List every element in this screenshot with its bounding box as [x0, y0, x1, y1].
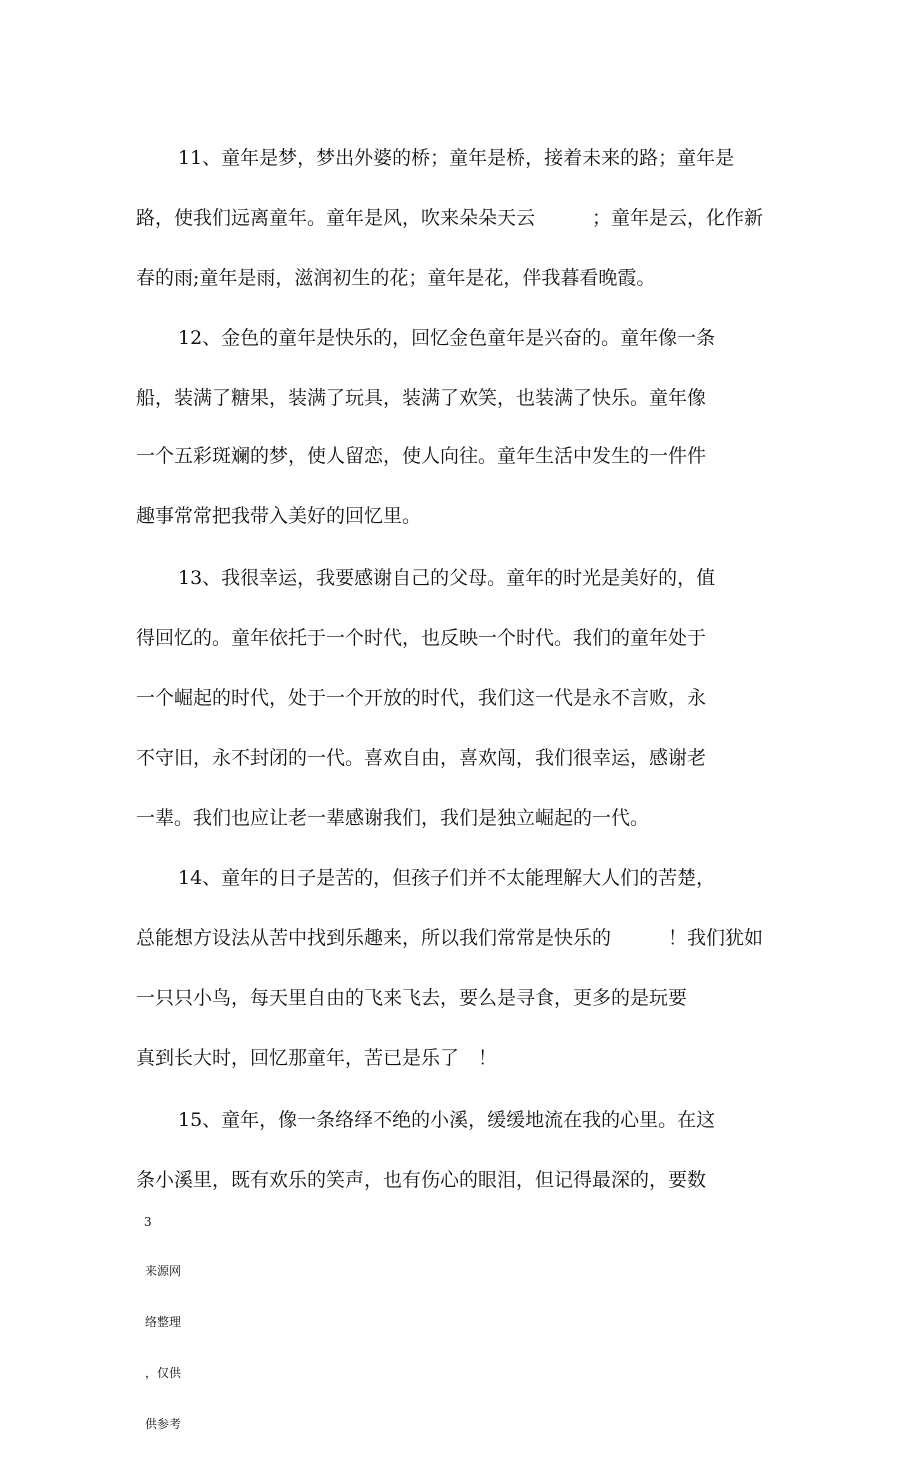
text-line: 一个五彩斑斓的梦，使人留恋，使人向往。童年生活中发生的一件件	[136, 445, 707, 467]
source-note-line: 来源网	[145, 1264, 182, 1278]
text-line: 春的雨;童年是雨，滋润初生的花；童年是花，伴我暮看晚霞。	[136, 267, 656, 289]
source-note	[145, 1229, 181, 1467]
text-line: 总能想方设法从苦中找到乐趣来，所以我们常常是快乐的 ！我们犹如	[136, 927, 764, 949]
text-line: 条小溪里，既有欢乐的笑声，也有伤心的眼泪，但记得最深的，要数	[136, 1169, 707, 1191]
text-line: 真到长大时，回忆那童年，苦已是乐了 ！	[136, 1047, 498, 1069]
text-line: 11、童年是梦，梦出外婆的桥；童年是桥，接着未来的路；童年是	[178, 147, 735, 169]
text-line: 13、我很幸运，我要感谢自己的父母。童年的时光是美好的，值	[178, 567, 716, 589]
text-line: 一只只小鸟，每天里自由的飞来飞去，要么是寻食，更多的是玩要	[136, 987, 688, 1009]
text-line: 路，使我们远离童年。童年是风，吹来朵朵天云 ；童年是云，化作新	[136, 207, 764, 229]
text-line: 一辈。我们也应让老一辈感谢我们，我们是独立崛起的一代。	[136, 807, 650, 829]
text-line: 15、童年，像一条络绎不绝的小溪，缓缓地流在我的心里。在这	[178, 1109, 716, 1131]
source-note-line: ，仅供	[145, 1366, 182, 1380]
source-note-line: 供参考	[145, 1417, 182, 1431]
page-number: 3	[144, 1215, 152, 1229]
text-line: 14、童年的日子是苦的，但孩子们并不太能理解大人们的苦楚，	[178, 867, 716, 889]
text-line: 船，装满了糖果，装满了玩具，装满了欢笑，也装满了快乐。童年像	[136, 387, 707, 409]
text-line: 得回忆的。童年依托于一个时代，也反映一个时代。我们的童年处于	[136, 627, 707, 649]
text-line: 一个崛起的时代，处于一个开放的时代，我们这一代是永不言败，永	[136, 687, 707, 709]
text-line: 不守旧，永不封闭的一代。喜欢自由，喜欢闯，我们很幸运，感谢老	[136, 747, 707, 769]
text-line: 趣事常常把我带入美好的回忆里。	[136, 505, 422, 527]
source-note-line: 络整理	[145, 1315, 182, 1329]
text-line: 12、金色的童年是快乐的，回忆金色童年是兴奋的。童年像一条	[178, 327, 716, 349]
